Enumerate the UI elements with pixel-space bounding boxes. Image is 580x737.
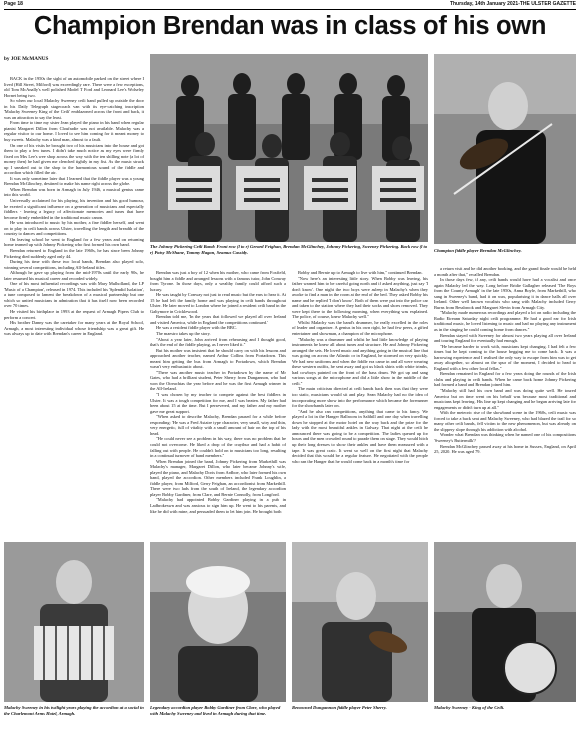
- byline: by JOE McMANUS: [4, 56, 49, 62]
- brendan-top-caption: Champion fiddle player Brendan McGlinchey.: [434, 248, 522, 253]
- paragraph: With the meteoric rise of the showband scene in the 1960s, ceili music was forced to take a back seat and Malachy Sweeney, who had blazed the trail for so many other ceili bands, fell victim to the new phenomenon, but was already on the slippery slope through his addiction with alcohol.: [434, 410, 576, 432]
- paragraph: But his mother was insistent that he should carry on with his lessons and approached another teacher, named Arthur Collins from Portadown. This meant him getting the bus from Armagh to Portadown, which Brendan wasn't very enthusiastic about.: [150, 347, 286, 370]
- peter-sherry-photo: [292, 542, 428, 702]
- paragraph: Brendan McGlinchey passed away at his home in Sussex, England, on April 25, 2020. He was aged 79.: [434, 443, 576, 455]
- paragraph: "Now here's an interesting little story. When Bobby was leaving, his father warned him to be careful going north and if asked anything, just say 'I don't know'. One night the two boys were asleep in Malachy's when they awoke to find a man in the room at the end of the bed. They asked Bobby his name and he replied 'I don't know'. Both of them were put into the police car and taken to the station where they had their socks and shoes removed. They were kept there to the following morning, when everything was explained. The police, of course, knew Malachy well.": [292, 275, 428, 320]
- issue-date: Thursday, 14th January 2021-THE ULSTER GAZETTE: [449, 1, 576, 7]
- paragraph: One of his most influential recordings was with Mary Mulholland, the LP 'Music of a Champion', released in 1974. This included his 'Splendid Isolation', a tune composed to lament the breakdown of a musical partnership but one which so united musicians in admiration that it has itself now been recorded over 70 times.: [4, 281, 144, 309]
- paragraph: Brendan was just a boy of 12 when his mother, who came from Foxfield, bought him a fiddle and arranged lessons with a famous tutor, John Conway from Tyrone. In those days, only a wealthy family could afford such a luxury.: [150, 270, 286, 292]
- paragraph: "Malachy made numerous recordings and played a lot on radio including the Radio Eireann Saturday night ceili programme. He had a good ear for Irish traditional music, he loved listening to music and had no playing any instrument as in the singing he could coming home from dances.": [434, 310, 576, 333]
- paragraph: a return visit and he did another booking, and the grand finale would be held a month after that," recalled Brendan.: [434, 266, 576, 277]
- malachy-drum-photo: [434, 542, 576, 702]
- paragraph: He was introduced to music by his mother, a fine fiddler herself, and went on to play in ceili bands across Ulster, travelling the length and breadth of the country to dances and competitions.: [4, 220, 144, 237]
- paragraph: "He could never see a problem in his way, there was no problem that he could not overcome. He liked a drop of the craythur and had a habit of falling out with people. He couldn't hold on to musicians too long, resulting in a continual turnover of band members.": [150, 436, 286, 459]
- page-number: Page 18: [4, 1, 23, 7]
- bobby-photo-caption: Legendary accordion player Bobby Gardiner from Clare, who played with Malachy Sweeney and lived in Armagh during that time.: [150, 705, 281, 716]
- paragraph: It was only sometime later that I learned that the fiddle player was a young Brendan McGlinchey, destined to make his name right across the globe.: [4, 175, 144, 187]
- paragraph: "Malachy still had his own band and was doing quite well. He toured America but on time went on his behalf was because most traditional and musicians kept leaving. His line up kept changing and he began arriving late for engagements or didn't turn up at all.": [434, 388, 576, 410]
- paragraph: "There was another music teacher in Portadown by the name of Mr Gates, who had a brilliant student, Peter Sherry from Dungannon, who had won the Oireachtas the year before and he was the first Armagh winner in the All-Ireland.: [150, 369, 286, 392]
- bobby-gardiner-photo: [150, 542, 286, 702]
- paragraph: When Brendan was born in Armagh in July 1946, a musical genius came into this world.: [4, 186, 144, 198]
- paragraph: Although he gave up playing from the mid-1970s until the early 90s, he later resumed his musical career and recorded widely.: [4, 270, 144, 281]
- paragraph: During his time with these two local bands, Brendan also played solo, winning several competitions, including All-Ireland titles.: [4, 259, 144, 270]
- paragraph: Brendan remained in England for a few years doing the rounds of the Irish clubs and playing in ceili bands. When he came back home Johnny Pickering had formed a band and Brendan joined him.: [434, 371, 576, 388]
- band-photo: [150, 54, 428, 242]
- article-column-4: [434, 266, 576, 538]
- paragraph: He was a resident fiddle player with the BBC.: [156, 325, 237, 331]
- paragraph: "Malachy had appointed Bobby Gardiner playing in a pub in Ladbrokeswn and was anxious to sign him up. He went to his parents, and like he did with mine, and persuaded them to let him join. He brought both: [150, 497, 286, 514]
- paragraph: His brother Danny was the caretaker for many years at the Royal School, Armagh, a most interesting individual whose friendship was a great gift. He was always up to date with Brendan's career in England.: [4, 320, 144, 337]
- paragraph: "And he also ran competitions, anything that came to his fancy. We played a lot in the Hanger Ballroom in Salthill and one day when travelling down he stopped at the motor hotel on the way back and the prize for the lady with the most beautiful ankles in Galway. That night at the ceili he announced there was going to be a competition. The ladies queued up for hours and the men crowded round to parade them on stage. They would hitch up their long dresses to show their ankles and have them measured with a tape. It was great craic. It went so well on the first night that Malachy decided that this would be a regular feature. He negotiated with the people who ran the Hanger that he would come back in a month's time for: [292, 408, 428, 464]
- paragraph: He visited his birthplace in 1993 at the request of Armagh Pipers Club to perform a concert.: [4, 308, 144, 320]
- paragraph: The main criticism directed at ceili bands back then was that they were too static, musicians would sit and play. Sean Malachy had no the idea of incorporating more show into the performance which became the forerunner for the showbands later on.: [292, 386, 428, 409]
- paragraph: "When asked to describe Malachy, Brendan paused for a while before responding: 'He was a Fred Astaire type character, very small, wiry and thin, very energetic, full of vitality with a small amount of hair on the top of his head.: [150, 414, 286, 436]
- paragraph: "I was chosen by my teacher to compete against the best fiddlers in Ulster. It was a tough competition for me, and I was beaten. My father had been about 15 at the time. But I persevered, and my father and my mother gave me great support.: [150, 392, 286, 414]
- peter-photo-caption: Renowned Dungannon fiddle player Peter Sherry.: [292, 705, 387, 710]
- article-column-3: [292, 270, 428, 538]
- article-column-2: [150, 270, 286, 538]
- paragraph: Universally acclaimed for his playing, his invention and his good humour, he exerted a significant influence on a generation of musicians and especially fiddlers - leaving a legacy of affectionate memories and tunes that have become firmly embedded in the traditional music canon.: [4, 198, 144, 220]
- paragraph: When Brendan joined the band, Johnny Pickering from Markethill was Malachy's manager, Margaret Dillon, who later became Johnny's wife, played the piano, and Malachy Doris from Ardboe, who later formed his own band, played the accordion. Other members included Frank Loughlin, a fiddle player, from Milford, Gerry Feighan, an accordionist from Markethill. There were two lads from the south of Ireland, the legendary accordion player Bobby Gardiner, from Clare, and Bernie Connolly, from Longford.: [150, 458, 286, 497]
- page-header: [4, 1, 576, 9]
- paragraph: He was taught by Conway not just to read music but the ears to hear it. At 15 he had left the family home and was playing in ceili bands throughout Ulster. He later moved to London where he joined a resident ceili band in the Galtymore in Cricklewood.: [150, 292, 286, 314]
- band-photo-caption: The Johnny Pickering Ceili Band: Front row (l to r) Gerard Feighan, Brendan McGlinchey, Johnny Pickering, Sweeney Pickering. Back row (l to r) Patsy McShane, Tommy Hagan, Seamus Cassidy.: [150, 244, 428, 255]
- paragraph: In those days few, if any, ceili bands would have had a vocalist and once again Malachy led the way. Long before Bridie Gallagher released 'The Boys from the County Armagh' in the late 1950s, Anna Boyle, from Markethill, who sang in Sweeney's band, had it on wax, popularising it in dance halls all over Ireland. Other well known vocalists who sang with Malachy included Gerry Burns from Bessbrook and Margaret Slevin from Armagh City.: [434, 277, 576, 310]
- brendan-fiddle-photo: [434, 54, 576, 244]
- paragraph: Brendan told me, 'In the years that followed we played all over Ireland and visited America, while in England the competitions continued.': [150, 314, 286, 325]
- paragraph: Bobby and Bernie up to Armagh to live with him," continued Brendan.: [298, 270, 423, 275]
- paragraph: "He became harder to work with, musicians kept changing. I had felt a few times but he kept coming to the house begging me to come back. It was a harrowing experience and I realised the only way to escape from him was to get away altogether, so almost on the spur of the moment, I decided to head to England with a few other local fellas.": [434, 343, 576, 371]
- paragraph: On leaving school he went to England for a few years and on returning home teamed up with Johnny Pickering who first formed his own band.: [4, 236, 144, 248]
- malachy-photo-caption: Malachy Sweeney in his twilight years playing the accordion at a social in the Charlemont Arms Hotel, Armagh.: [4, 705, 144, 716]
- paragraph: Brendan returned to England in the late 1960s, he has since been Johnny Pickering died suddenly aged only 44.: [4, 247, 144, 259]
- paragraph: On one of his visits he brought two of his musicians into the house and got them to play a few tunes. I didn't take much notice as my eyes were firmly fixed on Mrs Lee's wee shop across the way with the ten shilling note (a lot of money then) he had given me clenched tightly in my fist. As the music struck up I sneaked out to the shop to the harmonious sound of the fiddle and accordion which filled the air.: [4, 142, 144, 176]
- malachy-accordion-photo: [4, 542, 144, 702]
- paragraph: From time to time my sister Jean played the piano in his band when regular pianist Margaret Dillon from Cloufradie was not available. Malachy was a regular visitor to our home. I loved to see him coming for it meant money to buy sweets. Malachy was a kind man, almost to a fault.: [4, 120, 144, 143]
- malachy-drum-caption: Malachy Sweeney - King of the Ceili.: [434, 705, 505, 710]
- paragraph: Whilst Malachy was the band's drummer, he really excelled in the roles of leader and organiser. A genius in his own right, he had few peers, a gifted entertainer and showman, a champion of the microphone.: [292, 319, 428, 337]
- paragraph: "About a year later, John arrived from rehearsing and I thought good, that's the end of the fiddle playing, as I never liked it.": [150, 336, 286, 348]
- paragraph: Wonder what Brendan was thinking when he named one of his compositions 'Sweeney's Buttermilk'?: [434, 432, 576, 443]
- headline: Champion Brendan was in class of his own: [33, 12, 547, 40]
- paragraph: So when our local Malachy Sweeney ceili band pulled up outside the door in his Daily Telegraph stagecoach van with its eye-catching inscription 'Malachy Sweeney King of the Ceili' emblazoned across the front and back, it was an attraction to say the least.: [4, 98, 144, 120]
- paragraph: Brendan stayed with Sweeney for almost two years playing all over Ireland and touring England for eventually had enough.: [434, 332, 576, 344]
- paragraph: The maestro takes up the story.: [156, 331, 211, 337]
- paragraph: "Malachy was a drummer and whilst he had little knowledge of playing instruments he knew all about tunes and structure. He and Johnny Pickering arranged the sets. He loved music and anything going in the musical line that was going on across the Atlantic or in England, he stormed on very quickly. We had new uniforms and when the fiddle era came in and all were wearing these western outfits, he sent away and got us black shirts with white trimbs, had cowboys painted on the front of the bass drum. We got up and sang various songs at the microphone and did a little show in the middle of the ceili.": [292, 336, 428, 386]
- paragraph: BACK in the 1950s the sight of an automobile parked on the street where I lived (Hill Street, Milford) was exceedingly rare. There were a few exceptions, old Tom McAnally's well polished Model T Ford and Leonard Lee's Wolseley Hornet being two.: [4, 76, 144, 98]
